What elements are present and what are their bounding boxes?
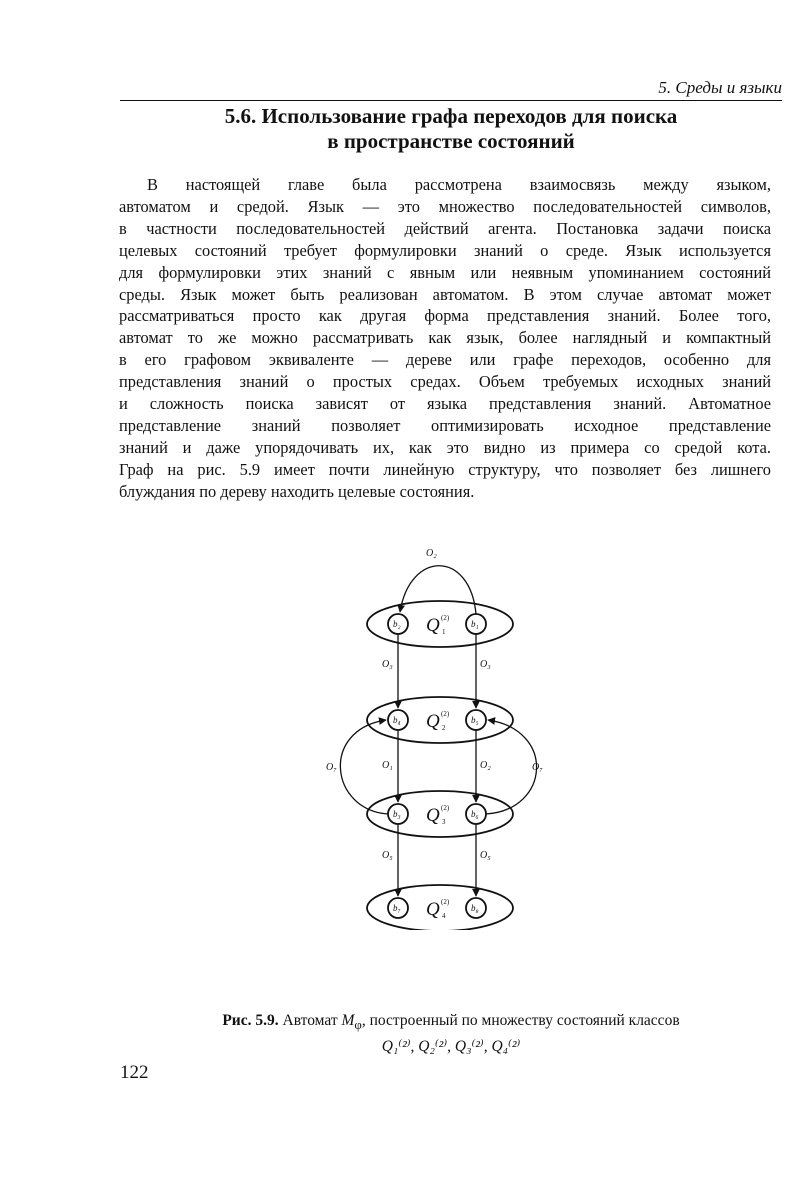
section-title-line-1: 5.6. Использование графа переходов для поиска (224, 104, 678, 128)
paragraph-line: знаний и даже упорядочивать их, как это видно из примера со средой кота. (119, 437, 771, 457)
paragraph-line: автоматом и средой. Язык — это множество последовательностей символов, (119, 196, 771, 216)
state-sub-q2: 2 (442, 724, 446, 732)
paragraph-line: целевых состояний требует формулировки знаний о среде. Язык используется (119, 240, 771, 260)
edge-label: O₅ (480, 850, 491, 861)
state-transition-graph (320, 540, 560, 930)
edge-label: O₇ (532, 762, 543, 773)
paragraph-line: представление знаний позволяет оптимизировать исходное представление (119, 415, 771, 435)
running-head: 5. Среды и языки (120, 78, 782, 101)
edge-side-right (486, 720, 537, 814)
state-sub-q4: 4 (442, 912, 446, 920)
page-number: 122 (120, 1062, 149, 1083)
section-title-line-2: в пространстве состояний (327, 129, 575, 153)
paragraph-line: рассматриваться просто как другая форма представления знаний. Более того, (119, 306, 771, 326)
paragraph-line: и сложность поиска зависят от языка представления знаний. Автоматное (119, 394, 771, 414)
state-label-q3: Q (426, 805, 440, 826)
paragraph-line: Граф на рис. 5.9 имеет почти линейную структуру, что позволяет без лишнего (119, 459, 771, 479)
node-label: b₇ (393, 903, 401, 913)
paragraph-line: автомат то же можно рассматривать как язык, более наглядный и компактный (119, 328, 771, 348)
state-sup-q2: (2) (441, 710, 450, 718)
paragraph-line: в его графовом эквиваленте — дереве или графе переходов, особенно для (119, 350, 771, 370)
caption-automaton: M (341, 1012, 355, 1029)
edge-label: O₇ (326, 762, 337, 773)
caption-automaton-sub: φ (354, 1017, 362, 1033)
edge-label: O₅ (382, 850, 393, 861)
node-label: b₄ (393, 715, 401, 725)
caption-text-1: Автомат (278, 1012, 342, 1029)
paragraph-line: блуждания по дереву находить целевые состояния. (119, 481, 475, 501)
paragraph-line: для формулировки этих знаний с явным или неявным упоминанием состояний (119, 262, 771, 282)
body-paragraph (119, 174, 771, 503)
section-title (120, 104, 782, 154)
node-label: b₁ (471, 619, 479, 629)
state-sup-q3: (2) (441, 804, 450, 812)
graph-svg (320, 540, 560, 930)
node-label: b₈ (471, 903, 479, 913)
state-label-q2: Q (426, 711, 440, 732)
caption-text-2: , построенный по множеству состояний классов (361, 1012, 680, 1029)
caption-line-1 (120, 1010, 782, 1036)
node-label: b₅ (471, 715, 479, 725)
caption-line-2 (120, 1036, 782, 1058)
edge-label: O₃ (480, 659, 491, 670)
caption-prefix: Рис. 5.9. (222, 1012, 279, 1029)
state-label-q1: Q (426, 615, 440, 636)
caption-classes: Q₁⁽²⁾, Q₂⁽²⁾, Q₃⁽²⁾, Q₄⁽²⁾ (381, 1038, 521, 1056)
state-sup-q4: (2) (441, 898, 450, 906)
edge-label: O₂ (480, 760, 491, 771)
node-label: b₃ (393, 809, 401, 819)
node-label: b₆ (471, 809, 479, 819)
edge-label: O₃ (382, 659, 393, 670)
edge-label: O₂ (426, 548, 437, 559)
figure-caption (120, 1010, 782, 1058)
edge-label: O₁ (382, 760, 393, 771)
paragraph-line: среды. Язык может быть реализован автоматом. В этом случае автомат может (119, 284, 771, 304)
node-label: b₂ (393, 619, 401, 629)
paragraph-line: в частности последовательностей действий агента. Постановка задачи поиска (119, 218, 771, 238)
state-sub-q1: 1 (442, 628, 446, 636)
state-sup-q1: (2) (441, 614, 450, 622)
state-label-q4: Q (426, 899, 440, 920)
paragraph-line: представления знаний о простых средах. Объем требуемых исходных знаний (119, 372, 771, 392)
state-sub-q3: 3 (442, 818, 446, 826)
paragraph-line: В настоящей главе была рассмотрена взаимосвязь между языком, (147, 175, 771, 194)
edge-loop-top (400, 566, 476, 614)
